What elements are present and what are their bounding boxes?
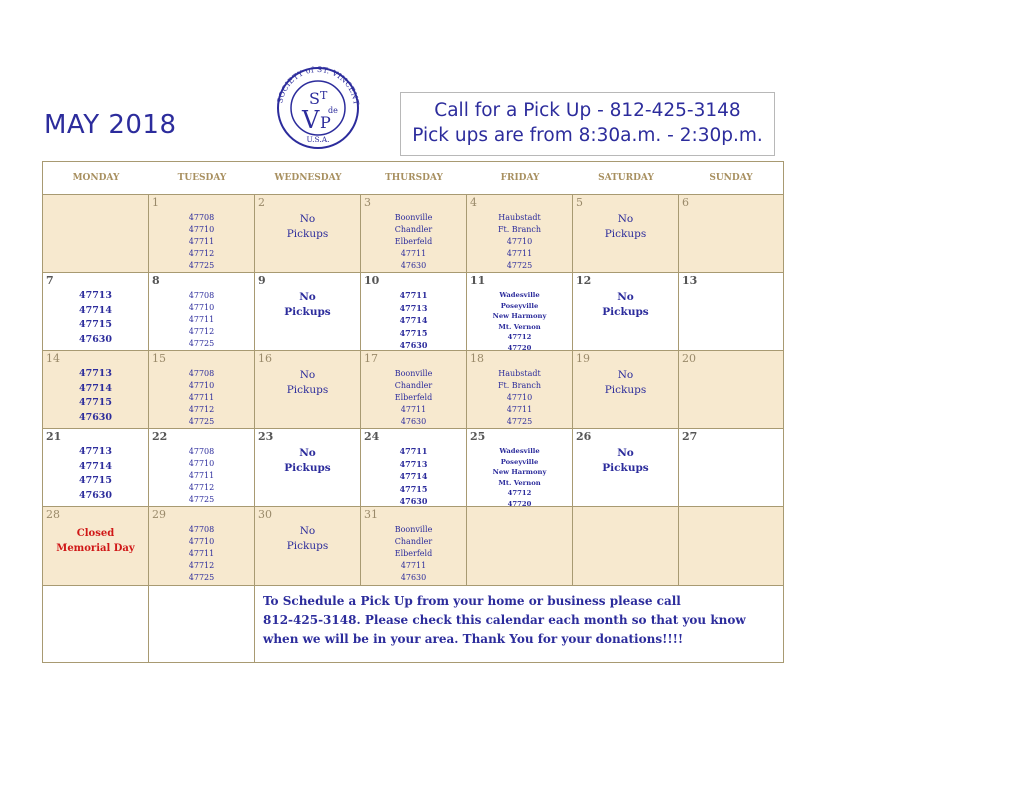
note-line-2: 812-425-3148. Please check this calendar each month so that you know [263, 613, 746, 627]
pickup-line: Pickups [604, 384, 647, 396]
day-cell-20 [679, 351, 783, 429]
pickup-line: No [617, 291, 634, 303]
day-cell-1 [149, 195, 255, 273]
pickup-line: 47630 [78, 411, 113, 423]
pickup-line: 47708 [188, 291, 215, 300]
day-cell-6 [679, 195, 783, 273]
day-number: 23 [258, 430, 274, 443]
pickup-info [361, 289, 466, 352]
pickup-line: 47708 [188, 369, 215, 378]
pickup-line: 47710 [506, 237, 533, 246]
pickup-line: 47711 [400, 249, 427, 258]
weekday-sunday: SUNDAY [709, 173, 753, 183]
day-number: 28 [46, 508, 60, 521]
pickup-line: 47712 [507, 489, 532, 497]
pickup-line: Chandler [394, 537, 433, 546]
schedule-note [255, 586, 783, 662]
day-number: 7 [46, 274, 54, 287]
pickup-line: 47630 [400, 417, 427, 426]
pickup-line: Memorial Day [56, 543, 135, 554]
call-line: Call for a Pick Up - 812-425-3148 [434, 100, 741, 121]
pickup-info [255, 368, 360, 398]
day-number: 22 [152, 430, 168, 443]
note-line-3: when we will be in your area. Thank You for your donations!!!! [263, 632, 684, 646]
pickup-line: New Harmony [492, 312, 547, 320]
empty-day-cell [467, 507, 573, 586]
day-cell-16 [255, 351, 361, 429]
day-cell-22 [149, 429, 255, 507]
day-number: 12 [576, 274, 592, 287]
pickup-line: 47725 [506, 417, 533, 426]
day-number: 25 [470, 430, 486, 443]
weekday-friday: FRIDAY [500, 173, 540, 183]
day-number: 18 [470, 352, 484, 365]
pickup-info [573, 290, 678, 320]
pickup-line: 47713 [78, 290, 113, 301]
pickup-line: Boonville [394, 369, 433, 378]
day-number: 29 [152, 508, 166, 521]
call-info-box [400, 92, 775, 156]
day-number: 30 [258, 508, 272, 521]
pickup-line: Pickups [604, 228, 647, 240]
logo-society-text: SOCIETY of ST. VINCENT [275, 66, 361, 106]
pickup-line: Pickups [286, 384, 329, 396]
pickup-line: 47714 [78, 304, 113, 316]
pickup-line: Closed [76, 528, 115, 539]
day-cell-10 [361, 273, 467, 351]
empty-day-cell [679, 507, 783, 586]
pickup-line: 47725 [506, 261, 533, 270]
pickup-line: 47711 [188, 393, 215, 402]
day-cell-27 [679, 429, 783, 507]
hours-line: Pick ups are from 8:30a.m. - 2:30p.m. [412, 125, 763, 146]
pickup-info [255, 212, 360, 242]
pickup-info [573, 446, 678, 476]
day-number: 3 [364, 196, 371, 209]
weekday-header [43, 162, 783, 195]
pickup-info [149, 446, 254, 506]
pickup-line: 47725 [188, 417, 215, 426]
pickup-info [43, 289, 148, 347]
pickup-line: Pickups [284, 462, 331, 474]
day-cell-14 [43, 351, 149, 429]
pickup-line: Ft. Branch [497, 381, 542, 390]
pickup-line: 47710 [188, 225, 215, 234]
pickup-line: Mt. Vernon [498, 322, 541, 331]
blank-footer-cell [43, 586, 149, 662]
day-cell-2 [255, 195, 361, 273]
empty-day-cell [573, 507, 679, 586]
pickup-line: 47710 [188, 459, 215, 468]
calendar-grid [42, 161, 784, 663]
pickup-line: New Harmony [492, 468, 547, 476]
pickup-info [361, 212, 466, 272]
note-line-1: To Schedule a Pick Up from your home or business please call [263, 594, 681, 608]
day-cell-18 [467, 351, 573, 429]
pickup-info [43, 445, 148, 503]
day-number: 10 [364, 274, 380, 287]
day-number: 15 [152, 352, 166, 365]
pickup-line: 47710 [188, 537, 215, 546]
pickup-info [361, 368, 466, 428]
day-number: 8 [152, 274, 160, 287]
day-number: 9 [258, 274, 266, 287]
pickup-line: No [299, 291, 316, 303]
pickup-info [361, 524, 466, 584]
pickup-line: Wadesville [499, 291, 540, 299]
pickup-line: 47714 [78, 382, 113, 394]
pickup-line: 47715 [78, 319, 113, 330]
pickup-info [255, 446, 360, 476]
day-number: 1 [152, 196, 159, 209]
pickup-info [255, 524, 360, 554]
day-cell-21 [43, 429, 149, 507]
day-cell-8 [149, 273, 255, 351]
pickup-line: 47725 [188, 261, 215, 270]
pickup-line: Mt. Vernon [498, 478, 541, 487]
day-number: 5 [576, 196, 583, 209]
pickup-line: 47710 [188, 303, 215, 312]
pickup-info [573, 368, 678, 398]
svdp-logo [268, 66, 368, 150]
pickup-line: No [617, 447, 634, 459]
pickup-line: 47720 [507, 499, 532, 508]
pickup-line: 47708 [188, 213, 215, 222]
pickup-info [43, 367, 148, 425]
pickup-line: 47712 [188, 327, 215, 336]
weekday-monday: MONDAY [72, 173, 120, 183]
day-cell-23 [255, 429, 361, 507]
pickup-info [149, 290, 254, 350]
pickup-line: Pickups [602, 306, 649, 318]
pickup-line: 47713 [399, 458, 428, 469]
pickup-line: Poseyville [500, 301, 539, 310]
pickup-line: 47630 [399, 496, 428, 506]
pickup-line: 47710 [506, 393, 533, 402]
day-number: 20 [682, 352, 696, 365]
pickup-line: 47630 [399, 340, 428, 350]
pickup-info [467, 212, 572, 272]
pickup-line: 47713 [78, 368, 113, 379]
pickup-line: 47711 [188, 315, 215, 324]
pickup-line: No [617, 369, 634, 381]
pickup-line: Haubstadt [498, 213, 541, 222]
logo-letter-p: P [320, 113, 331, 132]
day-number: 11 [470, 274, 486, 287]
pickup-info [467, 446, 572, 509]
pickup-line: Ft. Branch [497, 225, 542, 234]
day-cell-12 [573, 273, 679, 351]
day-number: 4 [470, 196, 477, 209]
pickup-line: No [299, 369, 316, 381]
day-cell-9 [255, 273, 361, 351]
pickup-line: No [299, 525, 316, 537]
blank-footer-cell [149, 586, 255, 662]
pickup-info [361, 445, 466, 508]
pickup-info [467, 290, 572, 353]
day-cell-4 [467, 195, 573, 273]
pickup-line: 47715 [399, 327, 428, 338]
pickup-line: No [299, 447, 316, 459]
pickup-line: 47711 [506, 405, 533, 414]
day-number: 31 [364, 508, 378, 521]
day-number: 14 [46, 352, 60, 365]
pickup-line: No [299, 213, 316, 225]
pickup-line: Elberfeld [394, 549, 433, 558]
day-cell-28 [43, 507, 149, 586]
weekday-saturday: SATURDAY [598, 173, 654, 183]
day-number: 21 [46, 430, 62, 443]
day-number: 17 [364, 352, 378, 365]
pickup-line: Boonville [394, 525, 433, 534]
weekday-wednesday: WEDNESDAY [274, 173, 342, 183]
day-number: 24 [364, 430, 380, 443]
pickup-line: 47711 [188, 549, 215, 558]
pickup-line: Elberfeld [394, 393, 433, 402]
pickup-line: 47708 [188, 447, 215, 456]
pickup-line: 47710 [188, 381, 215, 390]
pickup-line: Pickups [286, 228, 329, 240]
pickup-line: Pickups [286, 540, 329, 552]
pickup-line: 47712 [507, 333, 532, 341]
pickup-line: 47720 [507, 343, 532, 352]
pickup-line: 47630 [78, 489, 113, 501]
pickup-info [149, 368, 254, 428]
day-number: 19 [576, 352, 590, 365]
day-cell-17 [361, 351, 467, 429]
day-cell-15 [149, 351, 255, 429]
pickup-line: 47725 [188, 573, 215, 582]
pickup-info [149, 524, 254, 584]
pickup-line: 47711 [400, 405, 427, 414]
page-title: MAY 2018 [44, 110, 177, 140]
day-number: 6 [682, 196, 689, 209]
day-cell-31 [361, 507, 467, 586]
pickup-line: Elberfeld [394, 237, 433, 246]
pickup-line: Chandler [394, 381, 433, 390]
day-cell-13 [679, 273, 783, 351]
pickup-line: 47712 [188, 483, 215, 492]
pickup-line: 47725 [188, 495, 215, 504]
pickup-line: Haubstadt [498, 369, 541, 378]
weekday-thursday: THURSDAY [385, 173, 443, 183]
pickup-line: No [617, 213, 634, 225]
pickup-line: 47630 [78, 333, 113, 345]
day-number: 2 [258, 196, 265, 209]
pickup-line: 47630 [400, 261, 427, 270]
day-number: 26 [576, 430, 592, 443]
empty-day-cell [43, 195, 149, 273]
day-cell-24 [361, 429, 467, 507]
pickup-line: Boonville [394, 213, 433, 222]
day-cell-11 [467, 273, 573, 351]
pickup-line: 47714 [399, 471, 428, 481]
pickup-line: Pickups [284, 306, 331, 318]
logo-letter-v: V [302, 106, 320, 134]
pickup-line: Poseyville [500, 457, 539, 466]
pickup-line: 47714 [399, 315, 428, 325]
day-cell-29 [149, 507, 255, 586]
pickup-info [255, 290, 360, 320]
pickup-line: Wadesville [499, 447, 540, 455]
pickup-line: 47630 [400, 573, 427, 582]
pickup-line: 47711 [400, 561, 427, 570]
pickup-info [43, 526, 148, 556]
pickup-line: 47708 [188, 525, 215, 534]
pickup-line: 47715 [399, 483, 428, 494]
day-cell-19 [573, 351, 679, 429]
pickup-line: 47711 [188, 471, 215, 480]
day-cell-3 [361, 195, 467, 273]
pickup-line: Pickups [602, 462, 649, 474]
pickup-info [149, 212, 254, 272]
day-cell-30 [255, 507, 361, 586]
pickup-line: 47715 [78, 397, 113, 408]
day-cell-25 [467, 429, 573, 507]
weekday-tuesday: TUESDAY [177, 173, 227, 183]
pickup-line: 47725 [188, 339, 215, 348]
day-number: 13 [682, 274, 698, 287]
logo-letter-s: S [309, 89, 320, 108]
pickup-line: 47711 [399, 446, 428, 456]
pickup-line: 47712 [188, 249, 215, 258]
pickup-line: 47711 [188, 237, 215, 246]
logo-letters-de: de [328, 106, 338, 115]
pickup-line: 47715 [78, 475, 113, 486]
pickup-line: 47712 [188, 405, 215, 414]
day-number: 16 [258, 352, 272, 365]
pickup-line: 47712 [188, 561, 215, 570]
logo-letter-t: T [320, 89, 328, 102]
pickup-info [467, 368, 572, 428]
day-number: 27 [682, 430, 698, 443]
pickup-line: 47711 [399, 290, 428, 300]
pickup-line: Chandler [394, 225, 433, 234]
pickup-line: 47713 [399, 302, 428, 313]
pickup-line: 47713 [78, 446, 113, 457]
logo-usa-text: U.S.A. [306, 135, 330, 144]
day-cell-7 [43, 273, 149, 351]
day-cell-5 [573, 195, 679, 273]
pickup-line: 47711 [506, 249, 533, 258]
day-cell-26 [573, 429, 679, 507]
pickup-info [573, 212, 678, 242]
pickup-line: 47714 [78, 460, 113, 472]
